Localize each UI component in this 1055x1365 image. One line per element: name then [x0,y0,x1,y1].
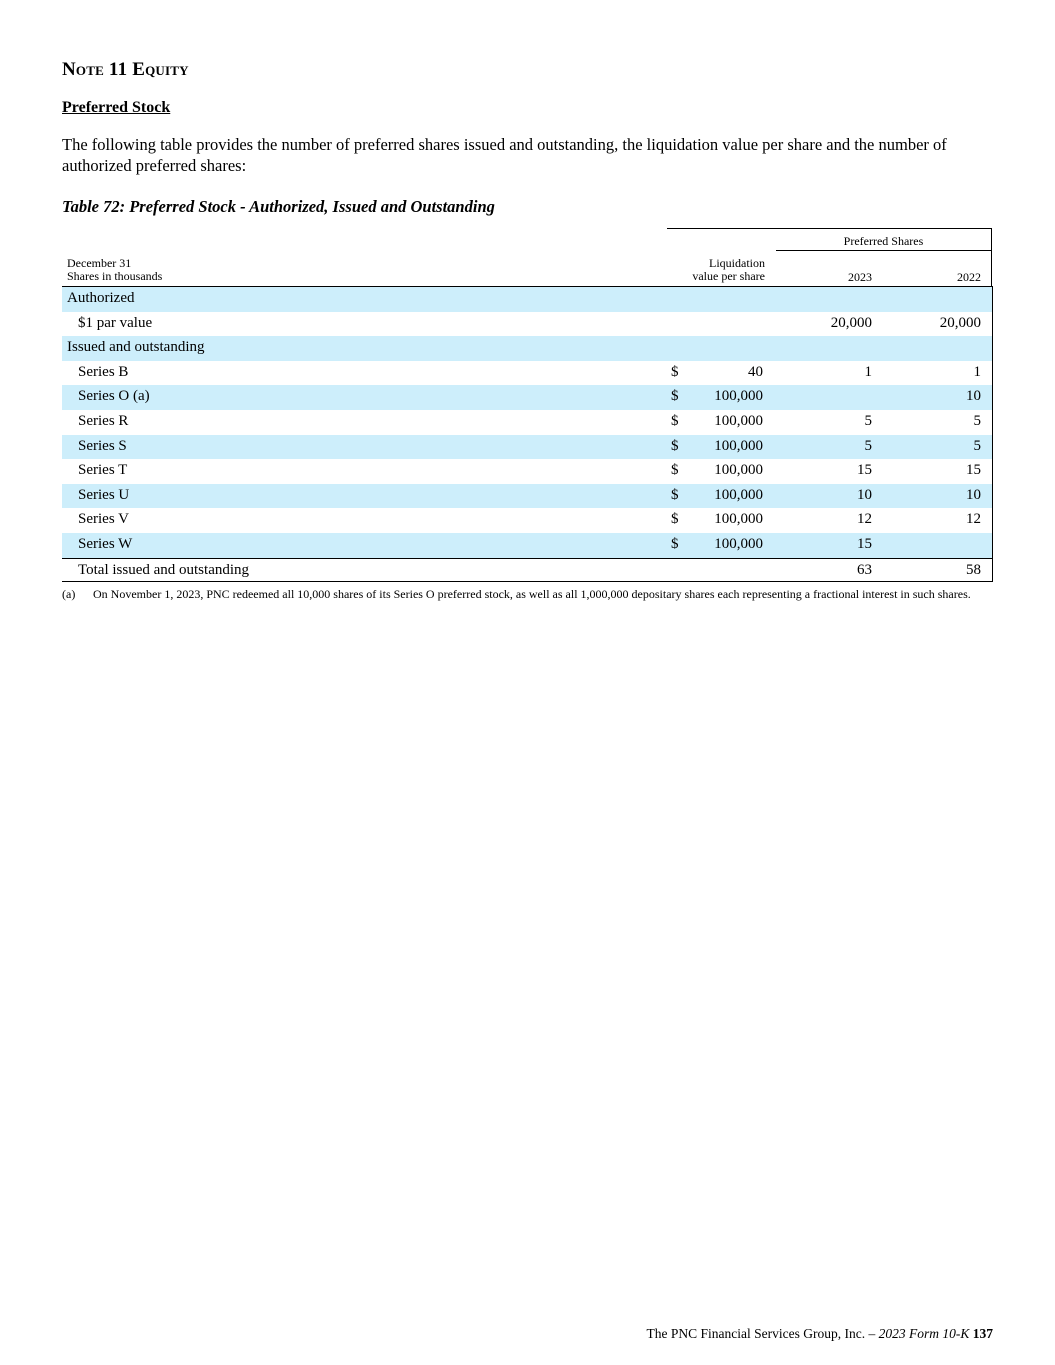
value-2022: 10 [966,388,981,405]
value-2022: 15 [966,462,981,479]
row-label: Issued and outstanding [67,339,205,356]
header-date: December 31 [67,256,132,270]
currency-symbol: $ [671,412,679,429]
preferred-stock-table [62,228,993,582]
section-title: Preferred Stock [62,99,171,116]
currency-symbol: $ [671,486,679,503]
currency-symbol: $ [671,462,679,479]
row-label: Series R [78,412,129,429]
table-row-series-s [62,435,993,460]
value-2022: 5 [973,412,981,429]
table-row-issued-outstanding [62,336,993,361]
liquidation-value: 100,000 [714,486,763,503]
table-row-series-v [62,508,993,533]
footnote-text: On November 1, 2023, PNC redeemed all 10,000 shares of its Series O preferred stock, as well as all 1,000,000 depositary shares each representing a fractional interest in such shares. [93,587,971,601]
value-2022: 1 [973,363,981,380]
table-row-series-w [62,533,993,558]
header-preferred-shares: Preferred Shares [843,234,924,248]
value-2022: 5 [973,437,981,454]
value-2022: 12 [966,511,981,528]
value-2023: 10 [857,486,872,503]
row-label: Series O (a) [78,388,150,405]
footnote-marker: (a) [62,587,76,601]
currency-symbol: $ [671,363,679,380]
page-number: 137 [972,1326,993,1341]
value-2023: 12 [857,511,872,528]
header-row-label [67,257,162,283]
header-year-2022: 2022 [957,270,981,284]
table-row-series-t [62,459,993,484]
currency-symbol: $ [671,535,679,552]
page-footer [647,1326,993,1342]
row-label: Total issued and outstanding [78,561,250,578]
value-2022: 10 [966,486,981,503]
value-2023: 15 [857,462,872,479]
row-label: Series U [78,486,130,503]
row-label: Series B [78,363,129,380]
header-group-rule [776,250,991,251]
value-2023: 15 [857,535,872,552]
header-year-2023: 2023 [848,270,872,284]
value-2022: 58 [966,561,981,578]
liquidation-value: 100,000 [714,388,763,405]
row-label: Series T [78,462,128,479]
intro-paragraph: The following table provides the number of preferred shares issued and outstanding, the liquidation value per share and the number of authorized preferred shares: [62,135,947,175]
row-label: Series V [78,511,129,528]
liquidation-value: 100,000 [714,437,763,454]
liquidation-value: 100,000 [714,412,763,429]
liquidation-value: 100,000 [714,535,763,552]
header-liquidation-line2: value per share [692,269,765,283]
value-2023: 1 [864,363,872,380]
note-title: Note 11 Equity [62,59,189,80]
row-label: Series S [78,437,127,454]
table-header [62,228,993,287]
row-label: $1 par value [78,314,153,331]
value-2023: 5 [864,412,872,429]
currency-symbol: $ [671,511,679,528]
value-2023: 63 [857,561,872,578]
row-label: Series W [78,535,133,552]
row-label: Authorized [67,290,135,306]
table-row-series-r [62,410,993,435]
table-row-total [62,558,993,583]
table-caption: Table 72: Preferred Stock - Authorized, Issued and Outstanding [62,197,495,216]
liquidation-value: 40 [748,363,763,380]
header-liquidation-value [667,257,765,283]
footer-document: 2023 Form 10-K [878,1326,970,1341]
currency-symbol: $ [671,388,679,405]
footer-company: The PNC Financial Services Group, Inc. – [646,1326,876,1341]
table-row-series-b [62,361,993,386]
currency-symbol: $ [671,437,679,454]
header-liquidation-line1: Liquidation [709,256,765,270]
table-row-series-o [62,385,993,410]
value-2023: 5 [864,437,872,454]
header-units: Shares in thousands [67,269,163,283]
table-row-par-value [62,312,993,337]
liquidation-value: 100,000 [714,511,763,528]
table-row-series-u [62,484,993,509]
table-row-authorized [62,287,993,312]
liquidation-value: 100,000 [714,462,763,479]
value-2023: 20,000 [830,314,872,331]
value-2022: 20,000 [939,314,981,331]
